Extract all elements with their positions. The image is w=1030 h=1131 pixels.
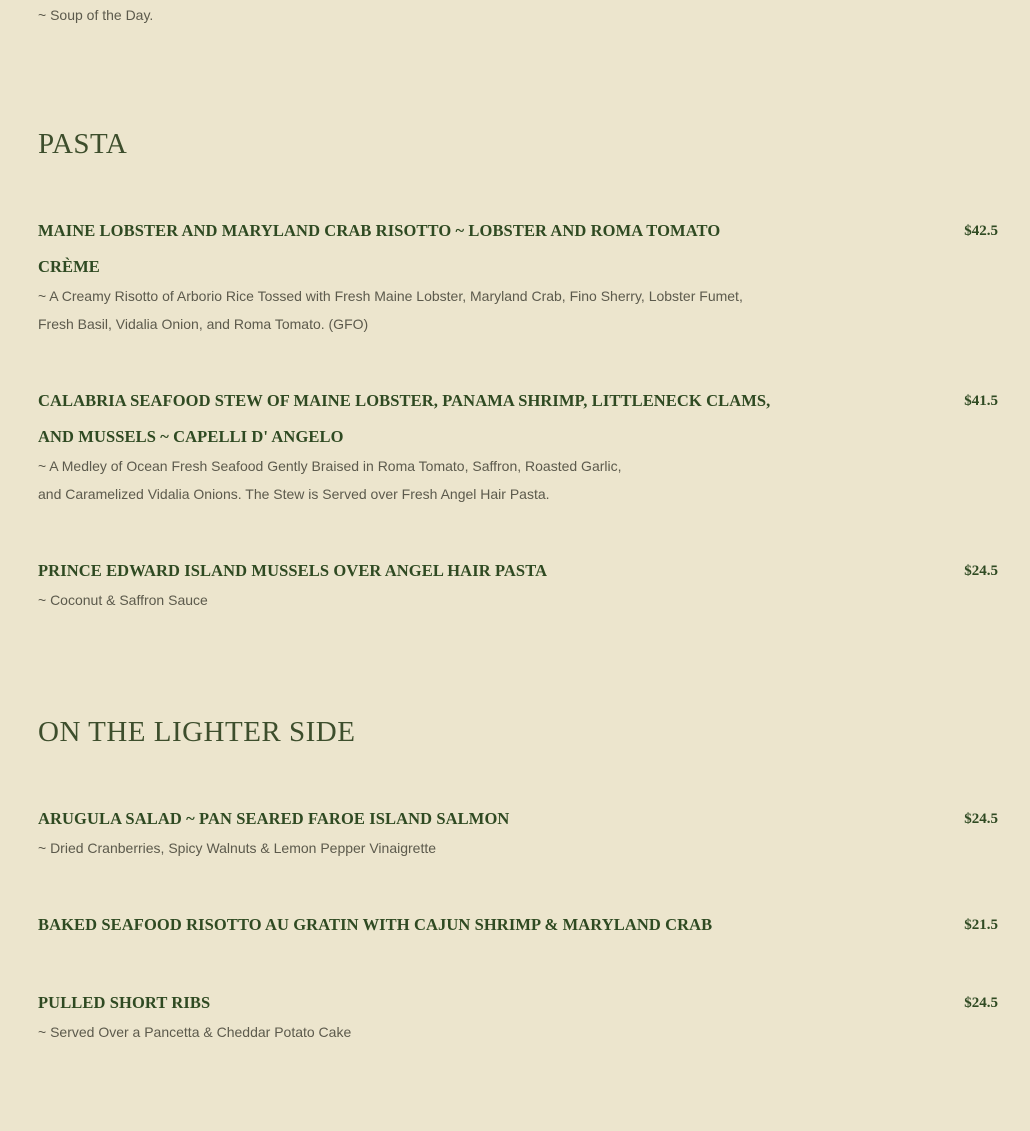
menu-item-name: PULLED SHORT RIBS xyxy=(38,993,211,1012)
menu-item-name: MAINE LOBSTER AND MARYLAND CRAB RISOTTO ~ LOBSTER AND ROMA TOMATO CRÈME xyxy=(38,221,721,276)
menu-item-calabria-seafood-stew xyxy=(38,383,998,508)
menu-item-description: ~ Served Over a Pancetta & Cheddar Potato Cake xyxy=(38,1024,352,1040)
menu-item-description: ~ Coconut & Saffron Sauce xyxy=(38,592,208,608)
menu-item-price: $21.5 xyxy=(964,917,998,933)
menu-item-pei-mussels xyxy=(38,553,998,614)
menu-item-name: PRINCE EDWARD ISLAND MUSSELS OVER ANGEL HAIR PASTA xyxy=(38,561,548,580)
menu-item-description: ~ Dried Cranberries, Spicy Walnuts & Lemon Pepper Vinaigrette xyxy=(38,840,437,856)
menu-item-price: $24.5 xyxy=(964,811,998,827)
menu-item-arugula-salad xyxy=(38,801,998,862)
menu-item-name: BAKED SEAFOOD RISOTTO AU GRATIN WITH CAJUN SHRIMP & MARYLAND CRAB xyxy=(38,915,713,934)
soup-of-the-day-note: ~ Soup of the Day. xyxy=(38,7,154,23)
menu-item-description: ~ A Medley of Ocean Fresh Seafood Gently Braised in Roma Tomato, Saffron, Roasted Garlic, and Caramelized Vidalia Onions. The Stew is Served over Fresh Angel Hair Pasta. xyxy=(38,458,622,502)
menu-item-baked-seafood-risotto xyxy=(38,907,998,943)
section-title-lighter-side: ON THE LIGHTER SIDE xyxy=(38,716,356,748)
menu-item-description: ~ A Creamy Risotto of Arborio Rice Tossed with Fresh Maine Lobster, Maryland Crab, Fino Sherry, Lobster Fumet, Fresh Basil, Vidalia Onion, and Roma Tomato. (GFO) xyxy=(38,288,743,332)
menu-item-price: $41.5 xyxy=(964,393,998,409)
menu-item-price: $42.5 xyxy=(964,223,998,239)
section-title-pasta: PASTA xyxy=(38,128,128,160)
menu-item-pulled-short-ribs xyxy=(38,985,998,1046)
menu-item-price: $24.5 xyxy=(964,995,998,1011)
menu-item-price: $24.5 xyxy=(964,563,998,579)
menu-item-name: ARUGULA SALAD ~ PAN SEARED FAROE ISLAND SALMON xyxy=(38,809,510,828)
menu-item-name: CALABRIA SEAFOOD STEW OF MAINE LOBSTER, PANAMA SHRIMP, LITTLENECK CLAMS, AND MUSSELS ~ CAPELLI D' ANGELO xyxy=(38,391,771,446)
menu-item-lobster-crab-risotto xyxy=(38,213,998,338)
